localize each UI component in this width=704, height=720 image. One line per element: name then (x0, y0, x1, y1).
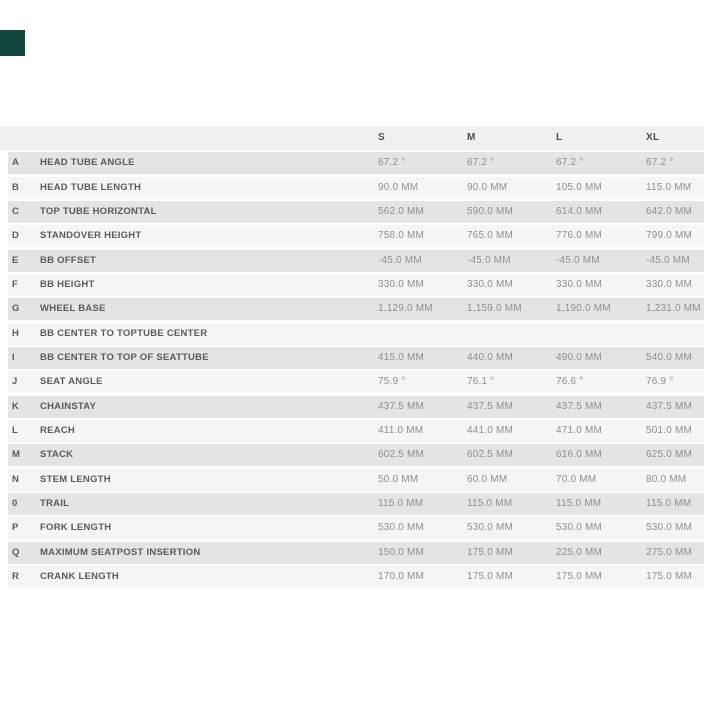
row-letter: M (12, 449, 21, 461)
row-letter: B (12, 181, 20, 193)
table-row (8, 517, 704, 539)
row-value: 441.0 MM (467, 424, 514, 436)
row-value: 90.0 MM (378, 181, 419, 193)
row-value: 799.0 MM (646, 230, 693, 242)
geometry-table (0, 126, 704, 588)
row-value: 50.0 MM (378, 473, 419, 485)
row-value: 275.0 MM (646, 546, 693, 558)
row-value: -45.0 MM (378, 254, 422, 266)
table-row (8, 542, 704, 564)
row-letter: K (12, 400, 20, 412)
row-value: 330.0 MM (378, 278, 425, 290)
row-label: CRANK LENGTH (40, 570, 119, 582)
row-value: 170.0 MM (378, 570, 425, 582)
row-value: -45.0 MM (467, 254, 511, 266)
row-label: STEM LENGTH (40, 473, 111, 485)
row-value: 115.0 MM (646, 181, 692, 193)
row-value: 67.2 ° (646, 157, 674, 169)
table-row (8, 201, 704, 223)
row-value: 437.5 MM (646, 400, 693, 412)
row-value: 76.9 ° (646, 376, 674, 388)
row-value: 175.0 MM (646, 570, 693, 582)
row-label: MAXIMUM SEATPOST INSERTION (40, 546, 201, 558)
row-value: 540.0 MM (646, 351, 693, 363)
row-label: BB HEIGHT (40, 278, 95, 290)
row-value: 115.0 MM (467, 497, 513, 509)
table-row (8, 420, 704, 442)
row-value: 90.0 MM (467, 181, 508, 193)
column-header-l: L (556, 132, 563, 143)
row-value: 330.0 MM (467, 278, 514, 290)
row-label: HEAD TUBE LENGTH (40, 181, 142, 193)
row-value: 471.0 MM (556, 424, 603, 436)
row-value: 530.0 MM (467, 522, 514, 534)
row-label: HEAD TUBE ANGLE (40, 157, 135, 169)
row-value: 330.0 MM (556, 278, 603, 290)
table-row (8, 274, 704, 296)
row-value: 175.0 MM (467, 570, 514, 582)
row-label: BB OFFSET (40, 254, 97, 266)
row-label: TOP TUBE HORIZONTAL (40, 205, 157, 217)
row-value: 1,129.0 MM (378, 303, 433, 315)
row-value: 67.2 ° (556, 157, 584, 169)
table-row (8, 250, 704, 272)
row-value: 115.0 MM (378, 497, 424, 509)
row-label: SEAT ANGLE (40, 376, 103, 388)
row-label: STANDOVER HEIGHT (40, 230, 142, 242)
table-row (8, 152, 704, 174)
row-letter: E (12, 254, 19, 266)
row-label: WHEEL BASE (40, 303, 106, 315)
row-value: 76.1 ° (467, 376, 495, 388)
row-value: -45.0 MM (646, 254, 690, 266)
column-header-xl: XL (646, 132, 660, 143)
table-row (8, 493, 704, 515)
row-value: 175.0 MM (556, 570, 603, 582)
row-value: 175.0 MM (467, 546, 514, 558)
row-value: 115.0 MM (646, 497, 692, 509)
row-value: 1,159.0 MM (467, 303, 522, 315)
row-value: 75.9 ° (378, 376, 406, 388)
table-row (8, 371, 704, 393)
row-value: 67.2 ° (378, 157, 406, 169)
table-row (8, 347, 704, 369)
row-value: 602.5 MM (467, 449, 514, 461)
row-label: BB CENTER TO TOP OF SEATTUBE (40, 351, 209, 363)
row-value: 70.0 MM (556, 473, 597, 485)
row-value: 330.0 MM (646, 278, 693, 290)
table-body (0, 152, 704, 588)
row-value: 602.5 MM (378, 449, 425, 461)
table-header (0, 126, 704, 150)
row-letter: D (12, 230, 20, 242)
row-letter: P (12, 522, 19, 534)
row-value: 80.0 MM (646, 473, 687, 485)
row-label: BB CENTER TO TOPTUBE CENTER (40, 327, 208, 339)
row-value: 225.0 MM (556, 546, 603, 558)
row-value: 60.0 MM (467, 473, 508, 485)
row-value: -45.0 MM (556, 254, 600, 266)
table-row (8, 177, 704, 199)
row-value: 530.0 MM (646, 522, 693, 534)
row-letter: 0 (12, 497, 18, 509)
row-value: 411.0 MM (378, 424, 424, 436)
row-letter: L (12, 424, 19, 436)
row-letter: G (12, 303, 20, 315)
row-letter: F (12, 278, 19, 290)
row-letter: C (12, 205, 20, 217)
row-value: 590.0 MM (467, 205, 514, 217)
row-value: 614.0 MM (556, 205, 603, 217)
row-value: 437.5 MM (556, 400, 603, 412)
row-value: 150.0 MM (378, 546, 425, 558)
row-value: 625.0 MM (646, 449, 693, 461)
row-label: FORK LENGTH (40, 522, 112, 534)
row-letter: N (12, 473, 20, 485)
row-letter: J (12, 376, 18, 388)
row-label: CHAINSTAY (40, 400, 97, 412)
row-value: 105.0 MM (556, 181, 603, 193)
row-value: 115.0 MM (556, 497, 602, 509)
row-value: 616.0 MM (556, 449, 603, 461)
row-value: 440.0 MM (467, 351, 514, 363)
column-header-s: S (378, 132, 385, 143)
row-letter: A (12, 157, 20, 169)
row-value: 415.0 MM (378, 351, 425, 363)
row-value: 76.6 ° (556, 376, 584, 388)
table-row (8, 298, 704, 320)
table-row (8, 444, 704, 466)
row-value: 1,190.0 MM (556, 303, 611, 315)
row-label: STACK (40, 449, 74, 461)
row-value: 67.2 ° (467, 157, 495, 169)
table-row (8, 323, 704, 345)
column-header-m: M (467, 132, 476, 143)
row-value: 642.0 MM (646, 205, 693, 217)
row-value: 490.0 MM (556, 351, 603, 363)
row-value: 1,231.0 MM (646, 303, 701, 315)
row-value: 776.0 MM (556, 230, 603, 242)
row-letter: I (12, 351, 15, 363)
row-letter: Q (12, 546, 20, 558)
row-value: 437.5 MM (378, 400, 425, 412)
row-label: REACH (40, 424, 76, 436)
corner-tile[interactable] (0, 30, 25, 56)
row-value: 437.5 MM (467, 400, 514, 412)
row-value: 758.0 MM (378, 230, 425, 242)
row-value: 530.0 MM (556, 522, 603, 534)
table-row (8, 396, 704, 418)
table-row (8, 225, 704, 247)
row-value: 765.0 MM (467, 230, 514, 242)
row-label: TRAIL (40, 497, 70, 509)
row-letter: H (12, 327, 20, 339)
row-value: 501.0 MM (646, 424, 693, 436)
row-letter: R (12, 570, 20, 582)
table-row (8, 469, 704, 491)
row-value: 530.0 MM (378, 522, 425, 534)
row-value: 562.0 MM (378, 205, 425, 217)
table-row (8, 566, 704, 588)
